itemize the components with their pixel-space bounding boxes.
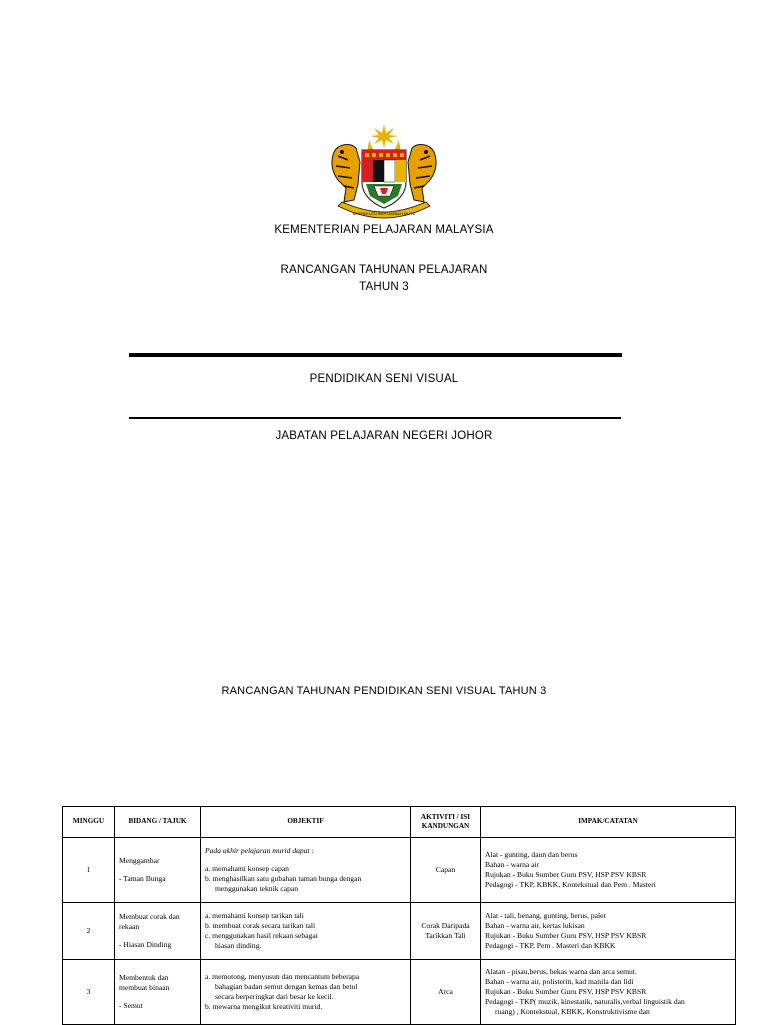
week-cell: 2 xyxy=(63,903,115,960)
objective-cell xyxy=(201,838,411,903)
table-row xyxy=(63,903,736,960)
header-activity: AKTIVITI / ISI KANDUNGAN xyxy=(411,807,481,838)
header-week: MINGGU xyxy=(63,807,115,838)
week-cell: 3 xyxy=(63,960,115,1025)
week-cell: 1 xyxy=(63,838,115,903)
impact-line: Rujukan - Buku Sumber Guru PSV, HSP PSV KBSR xyxy=(485,931,647,940)
impact-line: Rujukan - Buku Sumber Guru PSV, HSP PSV KBSR xyxy=(485,986,647,996)
topic-text: - Taman Bunga xyxy=(119,874,166,883)
thin-divider xyxy=(129,417,621,419)
field-text: Membuat corak dan rekaan xyxy=(119,911,180,931)
objective-item: a. memahami konsep tarikan tali xyxy=(205,910,304,920)
table-row xyxy=(63,838,736,903)
field-topic-cell xyxy=(115,838,201,903)
field-text: Menggambar xyxy=(119,855,160,865)
objective-cell xyxy=(201,960,411,1025)
header-objective: OBJEKTIF xyxy=(201,807,411,838)
ministry-name: KEMENTERIAN PELAJARAN MALAYSIA xyxy=(274,224,494,236)
impact-line: Bahan - warna air, polisterin, kad manila dan lidi xyxy=(485,976,634,986)
objective-item: c. menggunakan hasil rekaan sebagai xyxy=(205,931,318,940)
table-header-row xyxy=(63,807,736,838)
header-impact: IMPAK/CATATAN xyxy=(481,807,736,838)
impact-line: Alat - tali, benang, gunting, berus, palet xyxy=(485,910,606,920)
year-label: TAHUN 3 xyxy=(359,281,409,293)
objective-item: bahagian badan semut dengan kemas dan betul xyxy=(215,981,358,991)
objective-item: b. membuat corak secara tarikan tali xyxy=(205,920,316,930)
objective-cell xyxy=(201,903,411,960)
header-field-topic: BIDANG / TAJUK xyxy=(115,807,201,838)
impact-line: Bahan - warna air xyxy=(485,859,540,869)
svg-text:BERSEKUTU BERTAMBAH MUTU: BERSEKUTU BERTAMBAH MUTU xyxy=(352,211,416,216)
activity-cell: Capan xyxy=(411,838,481,903)
impact-line: ruang) , Kontekstual, KBKK, Konstruktivisme dan xyxy=(495,1007,650,1017)
objective-item: b. mewarna mengikut kreativiti murid. xyxy=(205,1002,323,1012)
department-name: JABATAN PELAJARAN NEGERI JOHOR xyxy=(275,430,493,442)
yearly-plan-table xyxy=(62,806,736,1025)
objective-item: menggunakan teknik capan xyxy=(215,884,299,894)
impact-line: Rujukan - Buku Sumber Guru PSV, HSP PSV KBSR xyxy=(485,870,647,879)
subject-name: PENDIDIKAN SENI VISUAL xyxy=(309,373,459,385)
impact-cell xyxy=(481,903,736,960)
objective-item: a. memotong, menyusun dan mencantum beberapa xyxy=(205,971,360,981)
impact-line: Pedagogi - TKP, KBKK, Kontekstual dan Pem . Masteri xyxy=(485,880,656,890)
impact-line: Pedagogi - TKP, Pem . Masteri dan KBKK xyxy=(485,941,616,951)
table-row xyxy=(63,960,736,1025)
objective-intro: Pada akhir pelajaran murid dapat : xyxy=(205,845,315,855)
field-text: Membentuk dan membuat binaan xyxy=(119,972,170,992)
impact-line: Bahan - warna air, kertas lukisan xyxy=(485,920,585,930)
objective-item: secara berperingkat dari besar ke kecil. xyxy=(215,992,334,1001)
activity-cell: Arca xyxy=(411,960,481,1025)
plan-title: RANCANGAN TAHUNAN PELAJARAN xyxy=(280,264,488,276)
impact-line: Alat - gunting, daun dan berus xyxy=(485,849,578,859)
impact-cell xyxy=(481,838,736,903)
objective-item: a. memahami konsep capan xyxy=(205,863,289,873)
activity-cell: Corak Daripada Tarikkan Tali xyxy=(411,903,481,960)
field-topic-cell xyxy=(115,903,201,960)
topic-text: - Hiasan Dinding xyxy=(119,940,172,949)
objective-item: hiasan dinding. xyxy=(215,941,262,951)
thick-divider xyxy=(129,353,622,357)
malaysia-coat-of-arms-icon xyxy=(328,122,440,220)
impact-line: Alatan - pisau,berus, bekas warna dan arca semut. xyxy=(485,966,637,976)
topic-text: - Semut xyxy=(119,1001,143,1010)
impact-cell xyxy=(481,960,736,1025)
section-title: RANCANGAN TAHUNAN PENDIDIKAN SENI VISUAL TAHUN 3 xyxy=(221,685,547,697)
field-topic-cell xyxy=(115,960,201,1025)
objective-item: b. menghasilkan satu gubahan taman bunga dengan xyxy=(205,874,362,883)
impact-line: Pedagogi - TKP( muzik, kinestatik, naturalis,verbal linguistik dan xyxy=(485,997,685,1006)
